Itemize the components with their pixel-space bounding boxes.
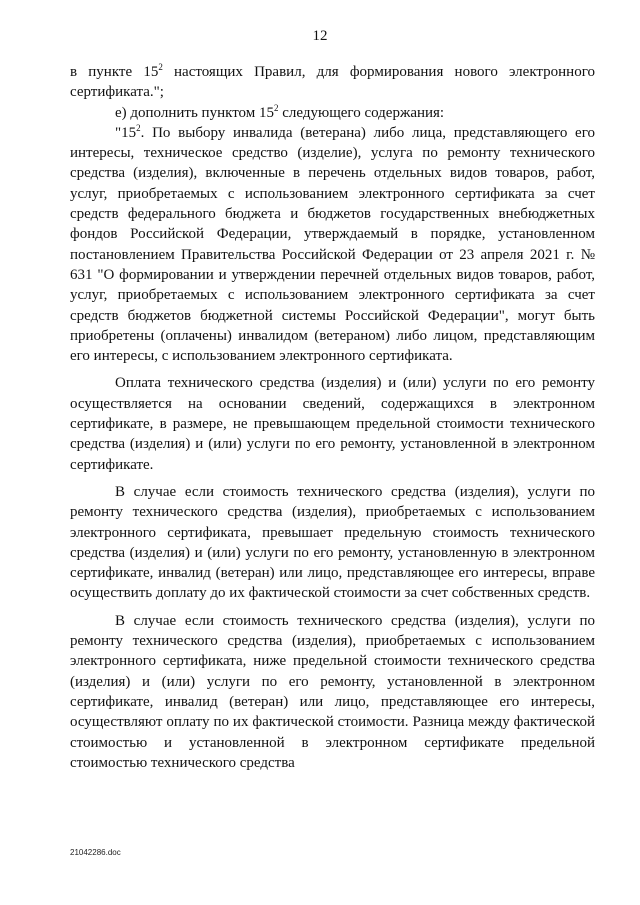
text-run: е) дополнить пунктом 15 (115, 104, 275, 121)
paragraph-amendment-e (70, 103, 595, 123)
paragraph-payment: Оплата технического средства (изделия) и (или) услуги по его ремонту осуществляется на основании сведений, содержащихся в электронном сертификате, в размере, не превышающем предельной стоимости технического средства (изделия) и (или) услуги по его ремонту, установленной в электронном сертификате. (70, 375, 595, 473)
superscript: 2 (136, 122, 141, 133)
page-number: 12 (312, 28, 328, 44)
superscript: 2 (274, 102, 279, 113)
text-run: в пункте 15 (70, 64, 159, 80)
footer-filename: 21042286.doc (70, 848, 121, 857)
superscript: 2 (158, 62, 163, 72)
text-run: "15 (115, 124, 137, 141)
text-run: . По выбору инвалида (ветерана) либо лица, представляющего его интересы, техническое средство (изделие), услуга по ремонту технического средства (изделия), включенные в перечень отдельных видов товаров, работ, услуг, приобретаемых с использованием электронного сертификата за счет средств федерального бюджета и бюджетов государственных внебюджетных фондов Российской Федерации, утверждаемый в порядке, установленном постановлением Правительства Российской Федерации от 23 апреля 2021 г. № 631 "О формировании и утверждении перечней отдельных видов товаров, работ, услуг, приобретаемых с использованием электронного сертификата за счет средств бюджетов бюджетной системы Российской Федерации", могут быть приобретены (оплачены) инвалидом (ветераном) либо лицом, представляющим его интересы, с использованием электронного сертификата. (70, 124, 595, 365)
text-run: настоящих Правил, для формирования нового электронного сертификата."; (70, 64, 595, 101)
paragraph-continuation (70, 62, 595, 103)
paragraph-overpayment: В случае если стоимость технического средства (изделия), услуги по ремонту технического средства (изделия), приобретаемых с использованием электронного сертификата, превышает предельную стоимость технического средства (изделия) и (или) услуги по его ремонту, установленную в электронном сертификате, инвалид (ветеран) или лицо, представляющее его интересы, вправе осуществить доплату до их фактической стоимости за счет собственных средств. (70, 483, 595, 602)
paragraph-clause-15-2 (70, 123, 595, 367)
paragraph-underpayment: В случае если стоимость технического средства (изделия), услуги по ремонту технического средства (изделия), приобретаемых с использованием электронного сертификата, ниже предельной стоимости технического средства (изделия) и (или) услуги по его ремонту, установленной в электронном сертификате, инвалид (ветеран) или лицо, представляющее его интересы, осуществляют оплату по их фактической стоимости. Разница между фактической стоимостью и установленной в электронном сертификате предельной стоимостью технического средства (70, 612, 595, 771)
document-body (70, 62, 595, 773)
text-run: следующего содержания: (278, 104, 445, 121)
